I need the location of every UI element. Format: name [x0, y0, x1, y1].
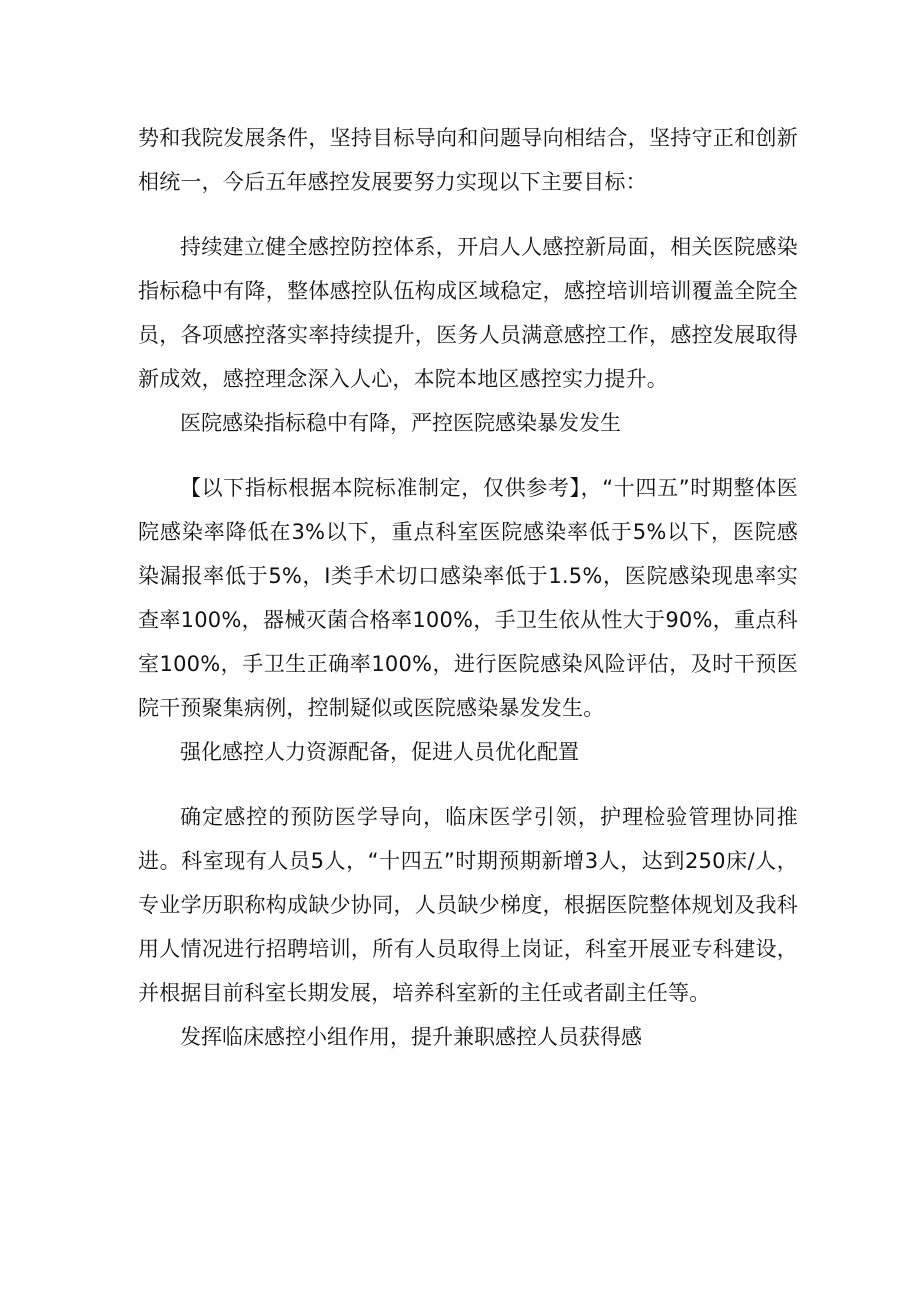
paragraph-infection-indicators: 【以下指标根据本院标准制定，仅供参考】，“十四五”时期整体医院感染率降低在3%以下，重点科室医院感染率低于5%以下，医院感染漏报率低于5%，I类手术切口感染率低于1.5%，医院感染现患率实查率100%，器械灭菌合格率100%，手卫生依从性大于90%，重点科室100%，手卫生正确率100%，进行医院感染风险评估，及时干预医院干预聚集病例，控制疑似或医院感染暴发发生。 [138, 476, 798, 720]
section-heading-clinical-team: 发挥临床感控小组作用，提升兼职感控人员获得感 [180, 1025, 642, 1049]
paragraph-goals-intro: 势和我院发展条件，坚持目标导向和问题导向相结合，坚持守正和创新相统一，今后五年感控发展要努力实现以下主要目标： [138, 126, 798, 194]
section-heading-infection-indicators: 医院感染指标稳中有降，严控医院感染暴发发生 [180, 411, 621, 435]
section-heading-human-resources: 强化感控人力资源配备，促进人员优化配置 [180, 740, 579, 764]
paragraph-overall-goals: 持续建立健全感控防控体系，开启人人感控新局面，相关医院感染指标稳中有降，整体感控队伍构成区域稳定，感控培训培训覆盖全院全员，各项感控落实率持续提升，医务人员满意感控工作，感控发展取得新成效，感控理念深入人心，本院本地区感控实力提升。 [138, 235, 798, 391]
paragraph-human-resources: 确定感控的预防医学导向，临床医学引领，护理检验管理协同推进。科室现有人员5人，“十四五”时期预期新增3人，达到250床/人，专业学历职称构成缺少协同，人员缺少梯度，根据医院整体规划及我科用人情况进行招聘培训，所有人员取得上岗证，科室开展亚专科建设，并根据目前科室长期发展，培养科室新的主任或者副主任等。 [138, 805, 798, 1005]
document-page [138, 116, 798, 1059]
